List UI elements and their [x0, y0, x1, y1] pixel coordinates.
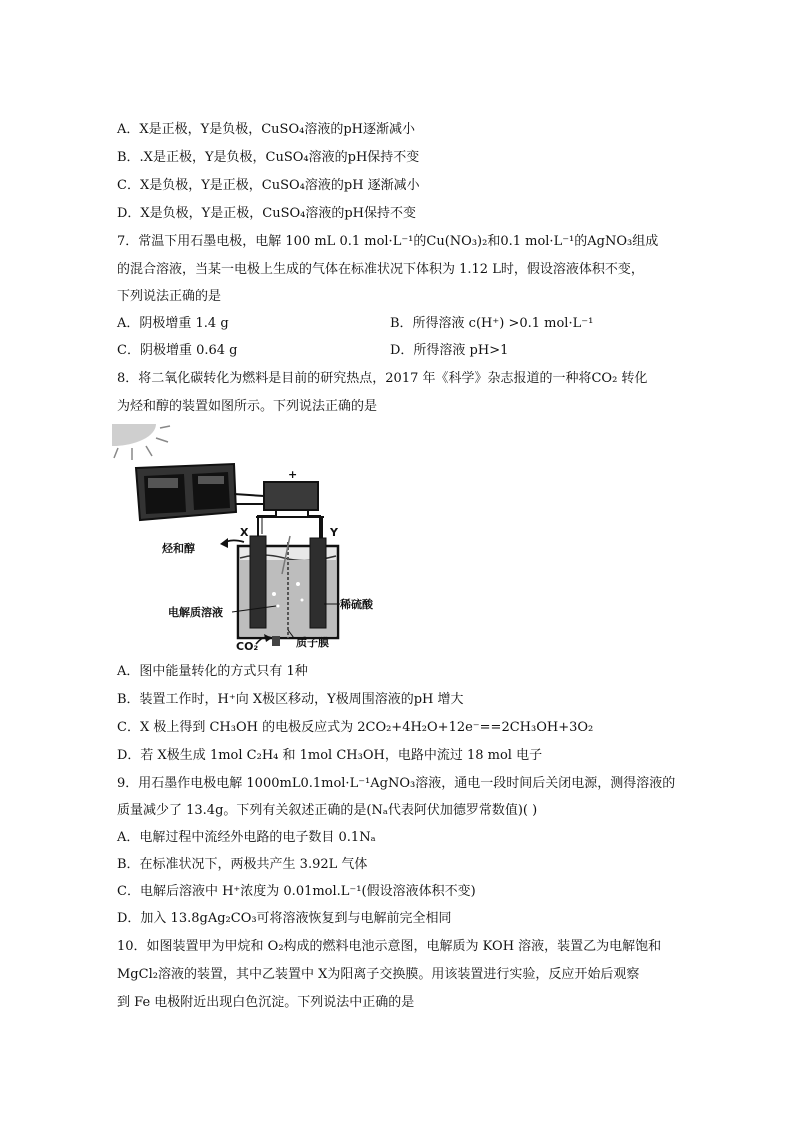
q9-option-b: B．在标准状况下，两极共产生 3.92L 气体 — [117, 857, 368, 872]
q9-stem-line-1: 9．用石墨作电极电解 1000mL0.1mol·L⁻¹AgNO₃溶液，通电一段时间后关闭电源，测得溶液的 — [117, 776, 676, 791]
co2-inlet-label: CO₂ — [236, 640, 259, 653]
q6-option-a: A．X是正极，Y是负极，CuSO₄溶液的pH逐渐减小 — [117, 122, 415, 137]
q9-option-c: C．电解后溶液中 H⁺浓度为 0.01mol.L⁻¹(假设溶液体积不变) — [117, 884, 476, 899]
electrolytic-cell — [238, 536, 338, 638]
q7-option-d: D．所得溶液 pH>1 — [390, 343, 509, 358]
q10-stem-line-3: 到 Fe 电极附近出现白色沉淀。下列说法中正确的是 — [117, 995, 415, 1010]
electrode-y-label: Y — [330, 526, 338, 539]
q6-option-c: C．X是负极，Y是正极，CuSO₄溶液的pH 逐渐减小 — [117, 178, 420, 193]
q8-stem-line-1: 8．将二氧化碳转化为燃料是目前的研究热点，2017 年《科学》杂志报道的一种将CO₂ 转化 — [117, 371, 648, 386]
q9-option-d: D．加入 13.8gAg₂CO₃可将溶液恢复到与电解前完全相同 — [117, 911, 452, 926]
proton-membrane-label: 质子膜 — [296, 636, 329, 649]
q8-option-d: D．若 X极生成 1mol C₂H₄ 和 1mol CH₃OH，电路中流过 18 mol 电子 — [117, 748, 543, 763]
q9-stem-line-2: 质量减少了 13.4g。下列有关叙述正确的是(Nₐ代表阿伏加德罗常数值)( ) — [117, 803, 538, 818]
power-source-box — [234, 482, 318, 510]
electrode-x-label: X — [240, 526, 249, 539]
q8-option-b: B．装置工作时，H⁺向 X极区移动，Y极周围溶液的pH 增大 — [117, 692, 464, 707]
q7-stem-line-3: 下列说法正确的是 — [117, 289, 222, 304]
q7-stem-line-1: 7．常温下用石墨电极，电解 100 mL 0.1 mol·L⁻¹的Cu(NO₃)₂和0.1 mol·L⁻¹的AgNO₃组成 — [117, 234, 659, 249]
q7-stem-line-2: 的混合溶液，当某一电极上生成的气体在标准状况下体积为 1.12 L时，假设溶液体积不变， — [117, 262, 644, 277]
q8-option-c: C．X 极上得到 CH₃OH 的电极反应式为 2CO₂+4H₂O+12e⁻==2CH₃OH+3O₂ — [117, 720, 594, 735]
q6-option-b: B．.X是正极，Y是负极，CuSO₄溶液的pH保持不变 — [117, 150, 420, 165]
electrolyte-label: 电解质溶液 — [168, 606, 223, 619]
products-label: 烃和醇 — [162, 542, 195, 555]
q10-stem-line-2: MgCl₂溶液的装置，其中乙装置中 X为阳离子交换膜。用该装置进行实验，反应开始后观察 — [117, 967, 640, 982]
q6-option-d: D．X是负极，Y是正极，CuSO₄溶液的pH保持不变 — [117, 206, 417, 221]
q7-option-b: B．所得溶液 c(H⁺) >0.1 mol·L⁻¹ — [390, 316, 594, 331]
plus-terminal-label: + — [288, 468, 298, 481]
sun-icon — [112, 424, 170, 460]
solar-panel-icon — [136, 464, 236, 520]
q8-option-a: A．图中能量转化的方式只有 1种 — [117, 664, 308, 679]
q10-stem-line-1: 10．如图装置甲为甲烷和 O₂构成的燃料电池示意图，电解质为 KOH 溶液，装置乙为电解饱和 — [117, 939, 662, 954]
electrolysis-apparatus-figure — [112, 424, 374, 656]
q7-option-a: A．阴极增重 1.4 g — [117, 316, 229, 331]
q8-stem-line-2: 为烃和醇的装置如图所示。下列说法正确的是 — [117, 399, 378, 414]
dilute-acid-label: 稀硫酸 — [340, 598, 373, 611]
q7-option-c: C．阴极增重 0.64 g — [117, 343, 238, 358]
q9-option-a: A．电解过程中流经外电路的电子数目 0.1Nₐ — [117, 830, 376, 845]
